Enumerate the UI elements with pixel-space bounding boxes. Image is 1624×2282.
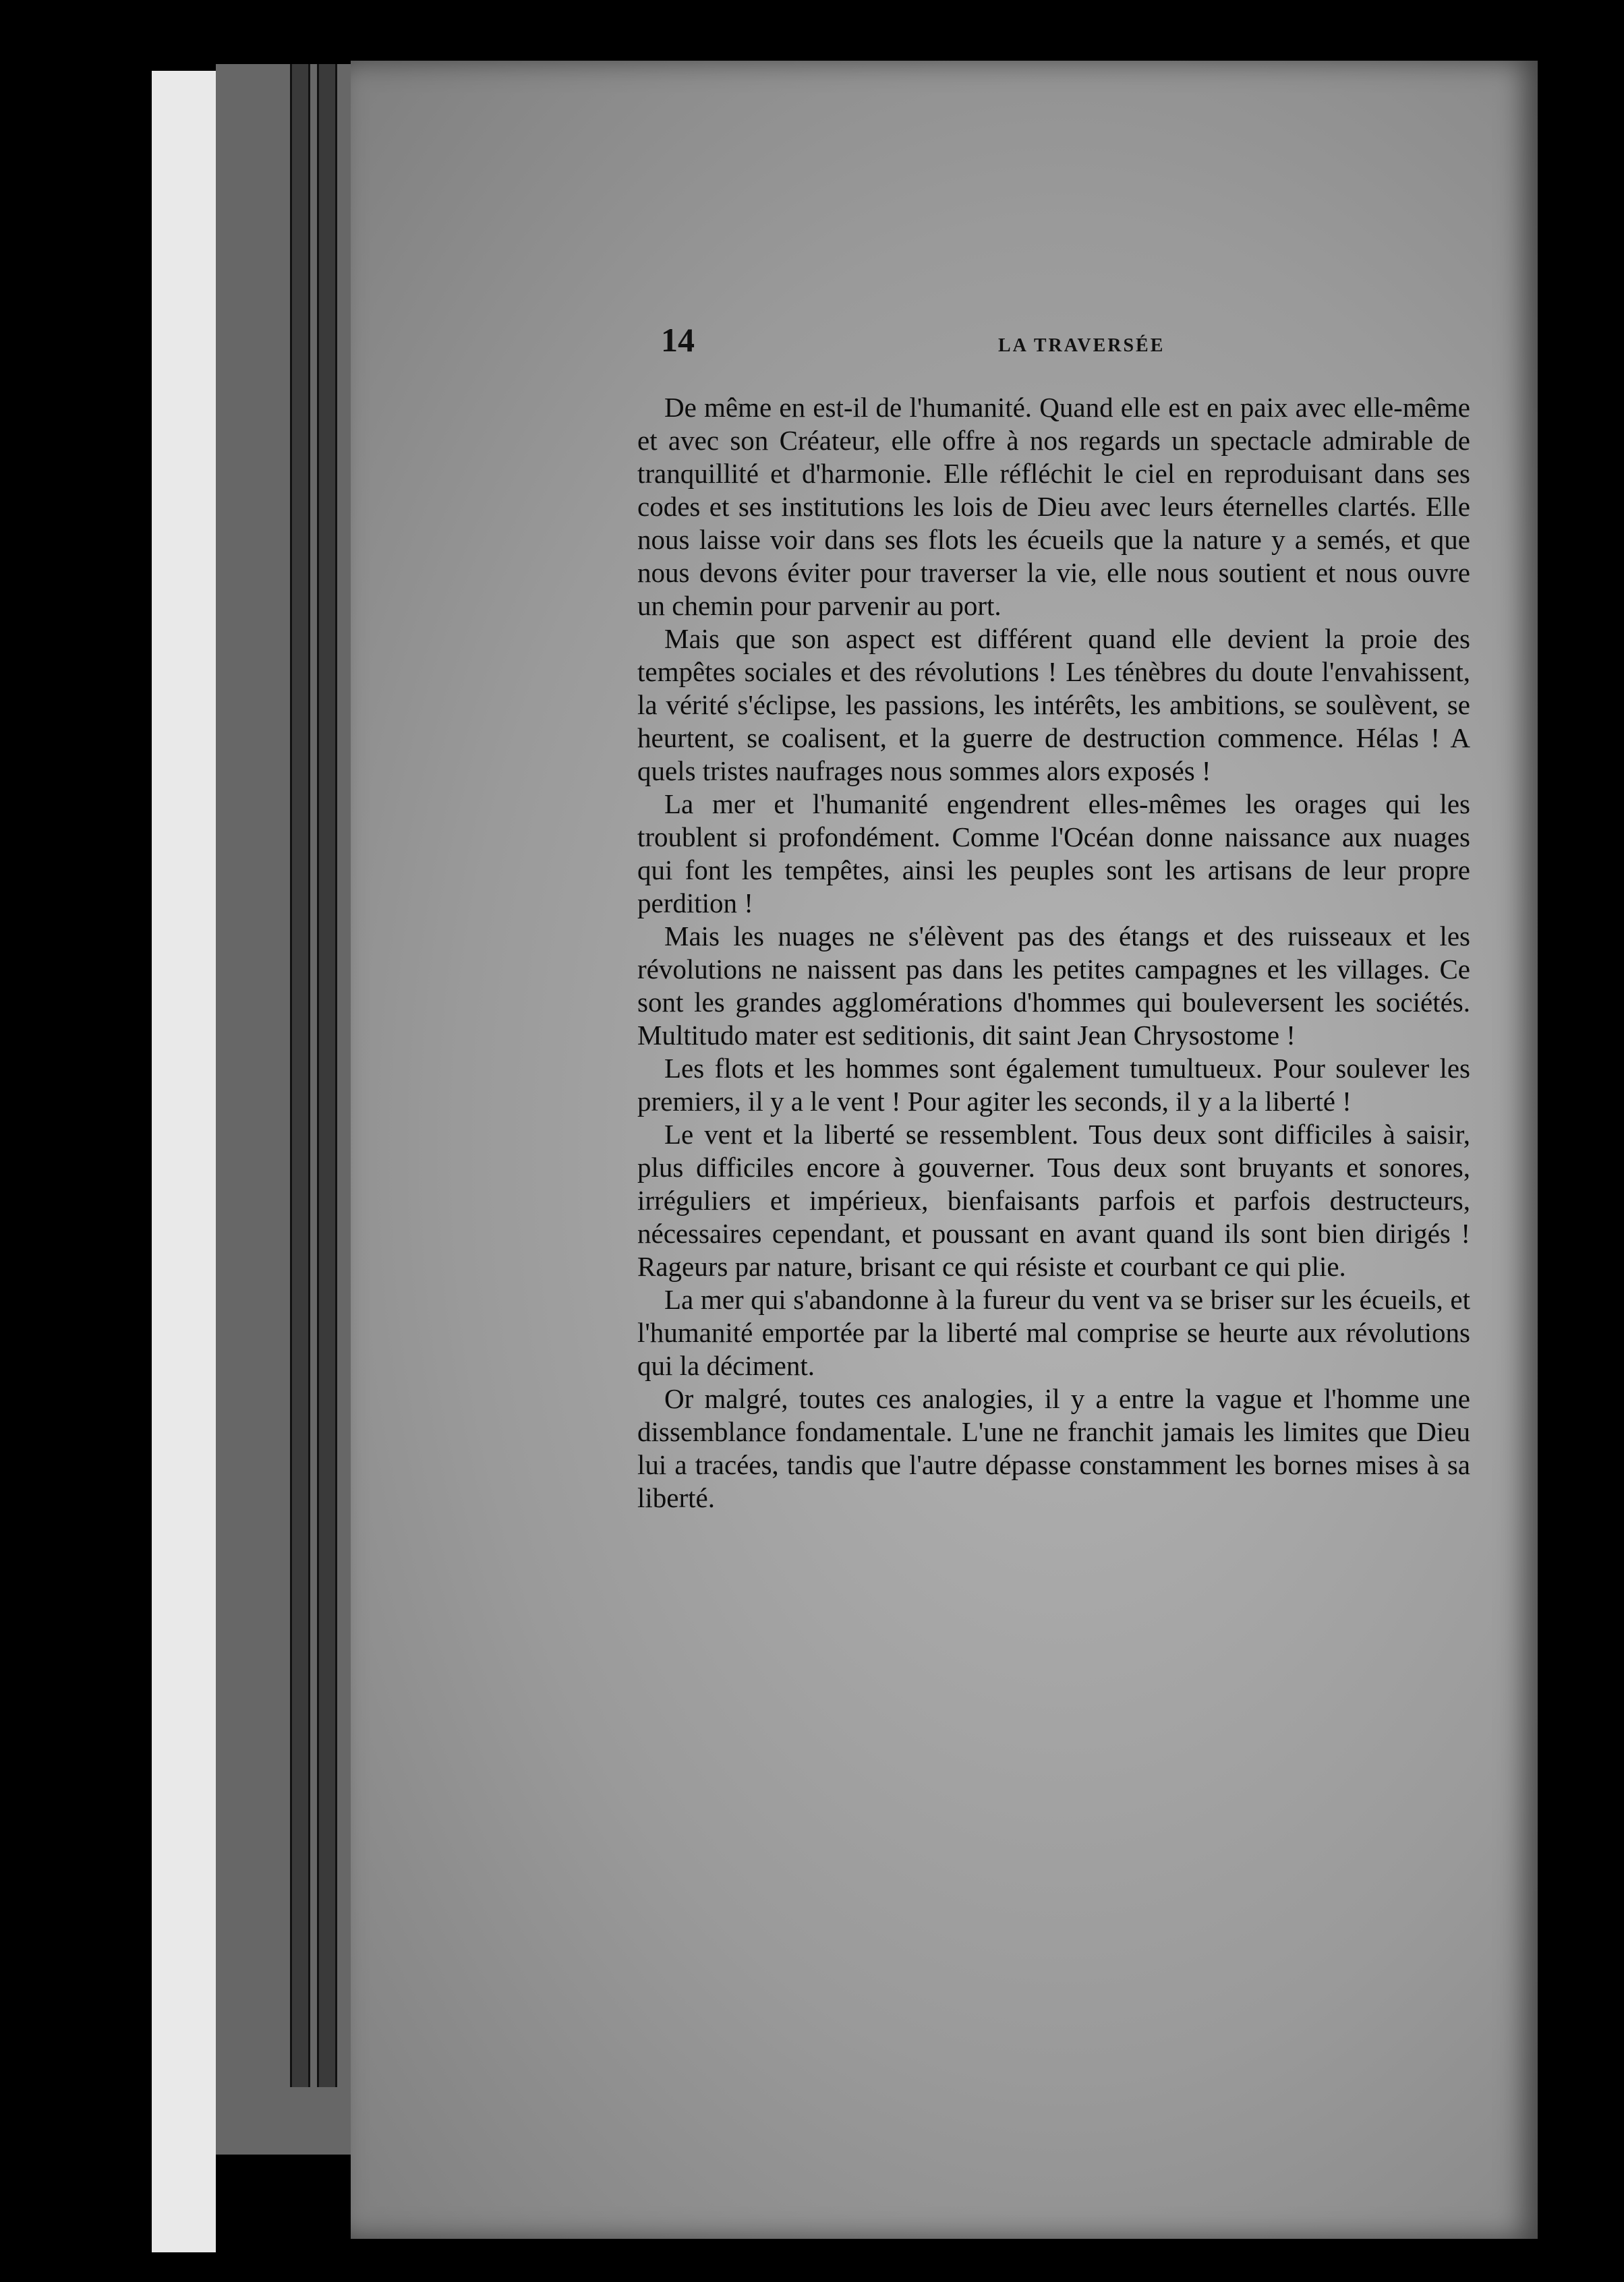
page-edge (317, 64, 337, 2087)
body-text (637, 391, 1470, 1515)
paragraph: Mais que son aspect est différent quand elle devient la proie des tempêtes sociales et des révolutions ! Les ténèbres du doute l'envahissent, la vérité s'éclipse, les passions, les intérêts, les ambitions, se soulèvent, se heurtent, se coalisent, et la guerre de destruction commence. Hélas ! A quels tristes naufrages nous sommes alors exposés ! (637, 623, 1470, 786)
paragraph: Or malgré, toutes ces analogies, il y a entre la vague et l'homme une dissemblance fondamentale. L'une ne franchit jamais les limites que Dieu lui a tracées, tandis que l'autre dépasse constamment les bornes mises à sa liberté. (637, 1383, 1470, 1513)
paragraph: La mer et l'humanité engendrent elles-mêmes les orages qui les troublent si profondément. Comme l'Océan donne naissance aux nuages qui font les tempêtes, ainsi les peuples sont les artisans de leur propre perdition ! (637, 788, 1470, 918)
paragraph: De même en est-il de l'humanité. Quand elle est en paix avec elle-même et avec son Créateur, elle offre à nos regards un spectacle admirable de tranquillité et d'harmonie. Elle réfléchit le ciel en reproduisant dans ses codes et ses institutions les lois de Dieu avec leurs éternelles clartés. Elle nous laisse voir dans ses flots les écueils que la nature y a semés, et que nous devons éviter pour traverser la vie, elle nous soutient et nous ouvre un chemin pour parvenir au port. (637, 392, 1470, 621)
running-title: LA TRAVERSÉE (998, 335, 1165, 356)
paragraph: Mais les nuages ne s'élèvent pas des étangs et des ruisseaux et les révolutions ne naissent pas dans les petites campagnes et les villages. Ce sont les grandes agglomérations d'hommes qui bouleversent les sociétés. Multitudo mater est seditionis, dit saint Jean Chrysostome ! (637, 920, 1470, 1051)
page-edge (290, 64, 310, 2087)
paragraph: La mer qui s'abandonne à la fureur du vent va se briser sur les écueils, et l'humanité emportée par la liberté mal comprise se heurte aux révolutions qui la déciment. (637, 1284, 1470, 1381)
page-number: 14 (661, 321, 695, 359)
paragraph: Le vent et la liberté se ressemblent. Tous deux sont difficiles à saisir, plus difficiles encore à gouverner. Tous deux sont bruyants et sonores, irréguliers et impérieux, bienfaisants parfois et parfois destructeurs, nécessaires cependant, et poussant en avant quand ils sont bien dirigés ! Rageurs par nature, brisant ce qui résiste et courbant ce qui plie. (637, 1119, 1470, 1282)
page-header (661, 320, 1221, 361)
left-margin-strip (152, 71, 216, 2252)
paragraph: Les flots et les hommes sont également tumultueux. Pour soulever les premiers, il y a le vent ! Pour agiter les seconds, il y a la liberté ! (637, 1053, 1470, 1117)
